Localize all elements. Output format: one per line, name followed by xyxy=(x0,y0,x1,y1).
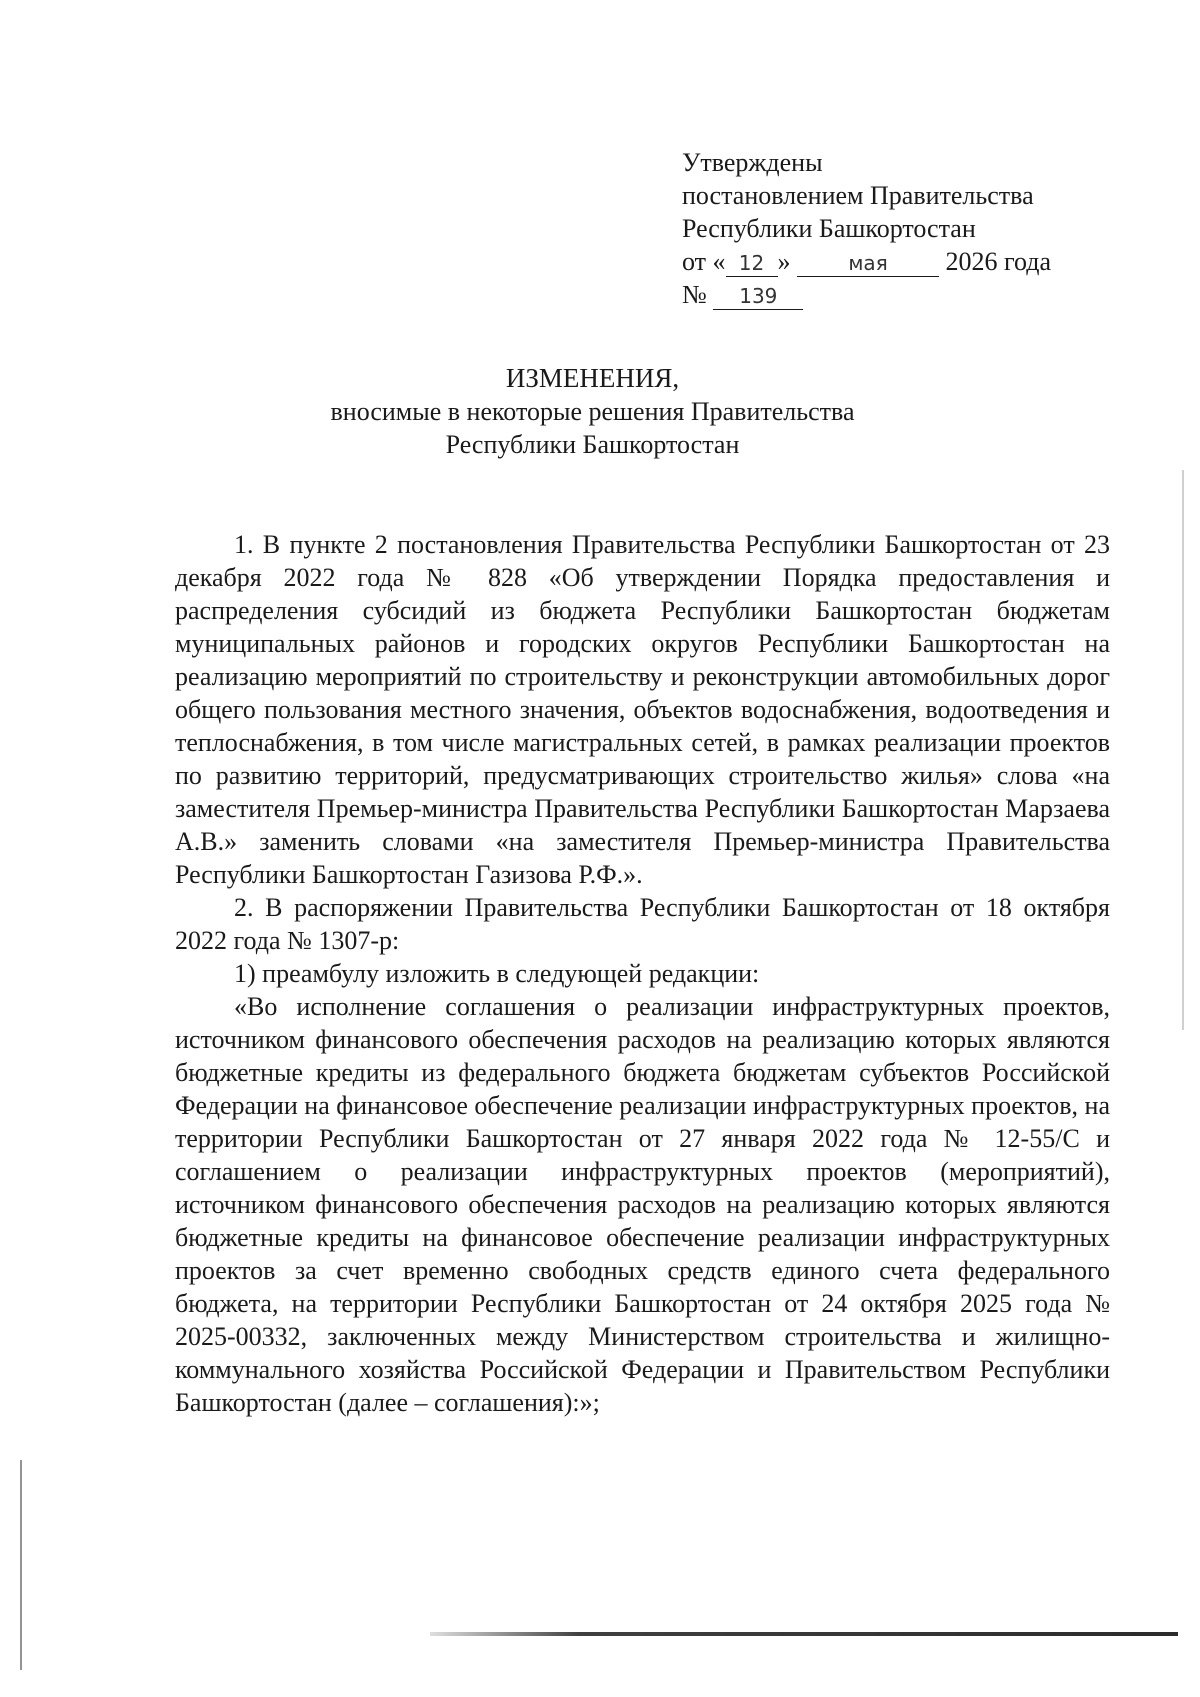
title-sub-1: вносимые в некоторые решения Правительства xyxy=(330,397,855,426)
date-day-field: 12 xyxy=(726,250,778,277)
title-sub-2: Республики Башкортостан xyxy=(445,430,740,459)
document-body xyxy=(175,528,1110,1419)
date-month-field: мая xyxy=(797,250,939,277)
approval-line-1: Утверждены xyxy=(682,148,823,177)
scan-artifact-left-line xyxy=(20,1460,22,1670)
number-prefix: № xyxy=(682,280,707,309)
scan-artifact-bottom-line xyxy=(430,1632,1178,1636)
approval-number xyxy=(682,278,1102,311)
approval-line-2: постановлением Правительства xyxy=(682,181,1034,210)
paragraph-3: 1) преамбулу изложить в следующей редакции: xyxy=(234,959,760,988)
date-year: 2026 года xyxy=(945,247,1052,276)
date-prefix: от « xyxy=(682,247,726,276)
date-mid: » xyxy=(777,247,791,276)
scan-artifact-right-line xyxy=(1182,470,1184,1030)
approval-date xyxy=(682,245,1102,278)
paragraph-2: 2. В распоряжении Правительства Республики Башкортостан от 18 октября 2022 года № 1307-р: xyxy=(175,893,1110,955)
paragraph-1: 1. В пункте 2 постановления Правительства Республики Башкортостан от 23 декабря 2022 года № 828 «Об утверждении Порядка предоставления и распределения субсидий из бюджета Республики Башкортостан бюджетам муниципальных районов и городских округов Республики Башкортостан на реализацию мероприятий по строительству и реконструкции автомобильных дорог общего пользования местного значения, объектов водоснабжения, водоотведения и теплоснабжения, в том числе магистральных сетей, в рамках реализации проектов по развитию территорий, предусматривающих строительство жилья» слова «на заместителя Премьер-министра Правительства Республики Башкортостан Марзаева А.В.» заменить словами «на заместителя Премьер-министра Правительства Республики Башкортостан Газизова Р.Ф.». xyxy=(175,530,1110,889)
approval-line-3: Республики Башкортостан xyxy=(682,214,976,243)
number-field: 139 xyxy=(713,283,803,310)
title-main: ИЗМЕНЕНИЯ, xyxy=(505,363,680,393)
paragraph-4: «Во исполнение соглашения о реализации инфраструктурных проектов, источником финансового обеспечения расходов на реализацию которых являются бюджетные кредиты из федерального бюджета бюджетам субъектов Российской Федерации на финансовое обеспечение реализации инфраструктурных проектов, на территории Республики Башкортостан от 27 января 2022 года № 12-55/С и соглашением о реализации инфраструктурных проектов (мероприятий), источником финансового обеспечения расходов на реализацию которых являются бюджетные кредиты на финансовое обеспечение реализации инфраструктурных проектов за счет временно свободных средств единого счета федерального бюджета, на территории Республики Башкортостан от 24 октября 2025 года № 2025-00332, заключенных между Министерством строительства и жилищно-коммунального хозяйства Российской Федерации и Правительством Республики Башкортостан (далее – соглашения):»; xyxy=(175,992,1110,1417)
document-title xyxy=(175,362,1010,461)
approval-block xyxy=(682,146,1102,311)
